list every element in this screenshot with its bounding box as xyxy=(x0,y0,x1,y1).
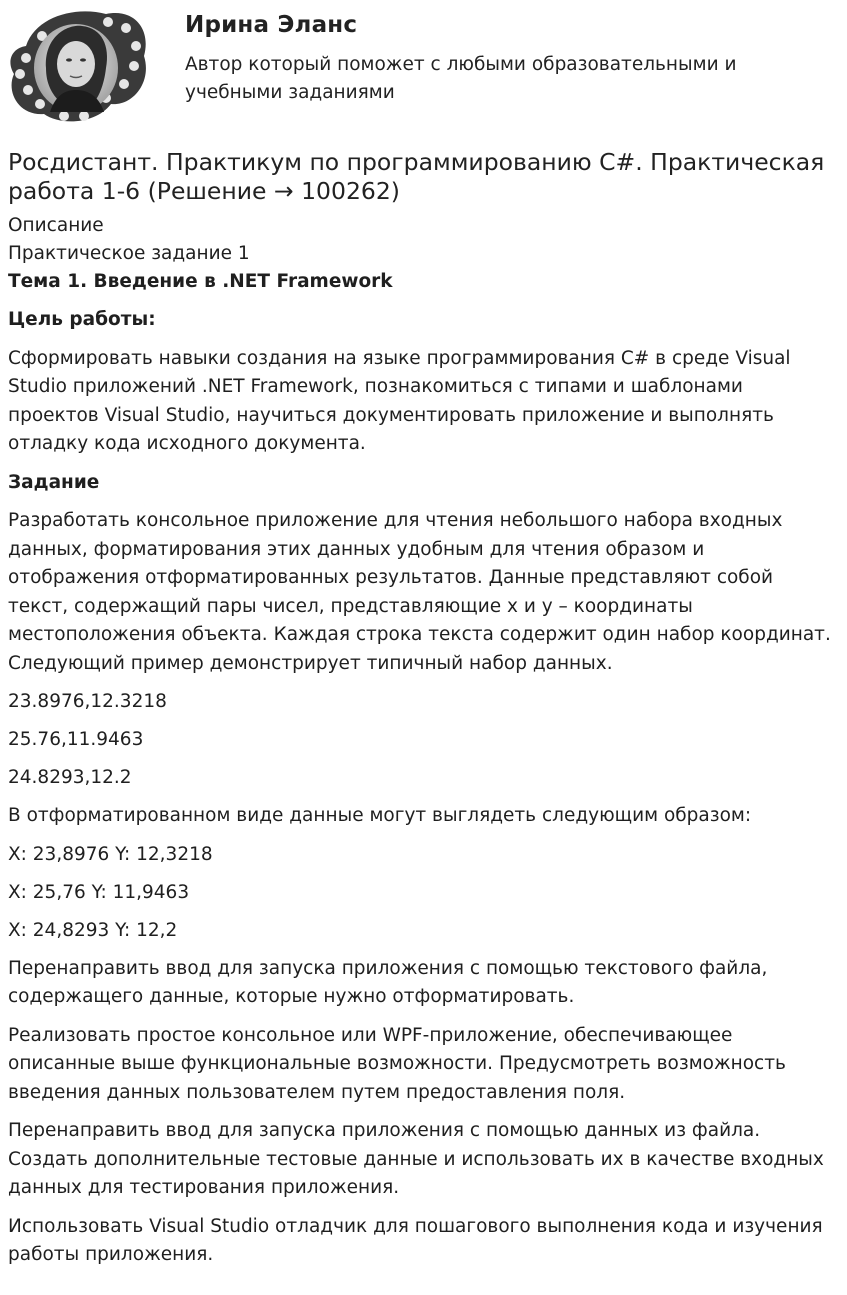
formatted-data-line: X: 24,8293 Y: 12,2 xyxy=(8,919,178,941)
debugger-paragraph: Использовать Visual Studio отладчик для пошагового выполнения кода и изучения работы приложения. xyxy=(8,1215,823,1265)
raw-data-line: 24.8293,12.2 xyxy=(8,767,132,788)
page-title: Росдистант. Практикум по программированию C#. Практическая работа 1-6 (Решение → 100262) xyxy=(8,148,825,205)
raw-data-line: 25.76,11.9463 xyxy=(8,729,144,750)
raw-data-line: 23.8976,12.3218 xyxy=(8,691,167,712)
redirect-data-paragraph: Перенаправить ввод для запуска приложения с помощью данных из файла. Создать дополнительные тестовые данные и использовать их в качестве входных данных для тестирования приложения. xyxy=(8,1120,824,1198)
wpf-paragraph: Реализовать простое консольное или WPF-приложение, обеспечивающее описанные выше функциональные возможности. Предусмотреть возможность введения данных пользователем путем предоставления поля. xyxy=(8,1024,786,1103)
goal-text: Сформировать навыки создания на языке программирования C# в среде Visual Studio приложений .NET Framework, познакомиться с типами и шаблонами проектов Visual Studio, научиться документировать приложение и выполнять отладку кода исходного документа. xyxy=(8,347,791,454)
author-avatar xyxy=(6,6,152,128)
topic-heading: Тема 1. Введение в .NET Framework xyxy=(8,271,393,292)
film-reel-avatar-icon xyxy=(6,6,152,128)
goal-heading: Цель работы: xyxy=(8,309,156,330)
assignment-heading: Задание xyxy=(8,471,100,493)
redirect-file-paragraph: Перенаправить ввод для запуска приложения с помощью текстового файла, содержащего данные, которые нужно отформатировать. xyxy=(8,957,768,1007)
formatted-intro: В отформатированном виде данные могут выглядеть следующим образом: xyxy=(8,805,752,826)
task-label: Практическое задание 1 xyxy=(8,243,250,264)
author-header xyxy=(0,0,847,140)
author-description: Автор который поможет с любыми образовательными и учебными заданиями xyxy=(185,54,737,103)
formatted-data-line: X: 23,8976 Y: 12,3218 xyxy=(8,843,213,865)
article-content xyxy=(0,148,847,1270)
description-label: Описание xyxy=(8,215,104,236)
formatted-data-line: X: 25,76 Y: 11,9463 xyxy=(8,881,190,903)
assignment-text: Разработать консольное приложение для чтения небольшого набора входных данных, форматирования этих данных удобным для чтения образом и отображения отформатированных результатов. Данные представляют собой текст, содержащий пары чисел, представляющие x и y – координаты местоположения объекта. Каждая строка текста содержит один набор координат. Следующий пример демонстрирует типичный набор данных. xyxy=(8,510,831,674)
author-name: Ирина Эланс xyxy=(185,12,358,38)
